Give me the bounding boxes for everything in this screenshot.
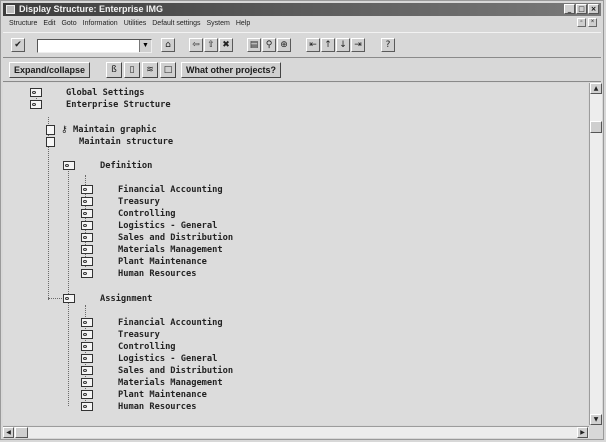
- title-bar: [3, 3, 601, 16]
- tree-node-assignment-treasury[interactable]: Treasury: [81, 329, 160, 340]
- scroll-thumb[interactable]: [590, 121, 602, 133]
- menu-information[interactable]: Information: [82, 20, 118, 27]
- note-icon[interactable]: □: [160, 62, 176, 78]
- first-page-icon[interactable]: ⇤: [306, 38, 320, 52]
- folder-icon: [81, 197, 93, 206]
- folder-icon: [81, 185, 93, 194]
- menu-edit[interactable]: Edit: [43, 20, 56, 27]
- folder-icon: [81, 342, 93, 351]
- folder-icon: [63, 161, 75, 170]
- folder-icon: [81, 330, 93, 339]
- minimize-button[interactable]: _: [564, 4, 575, 14]
- folder-icon: [30, 88, 42, 97]
- print-icon[interactable]: ▤: [247, 38, 261, 52]
- tree-node-assignment-controlling[interactable]: Controlling: [81, 341, 176, 352]
- folder-icon: [81, 378, 93, 387]
- menu-structure[interactable]: Structure: [9, 20, 38, 27]
- menu-bar: [3, 17, 601, 30]
- menu-system[interactable]: System: [206, 20, 230, 27]
- close-button[interactable]: ×: [588, 4, 599, 14]
- menu-utilities[interactable]: Utilities: [123, 20, 147, 27]
- tree-node-definition-materials-management[interactable]: Materials Management: [81, 244, 223, 255]
- tree-node-assignment-sales-distribution[interactable]: Sales and Distribution: [81, 365, 233, 376]
- tree-node-definition-plant-maintenance[interactable]: Plant Maintenance: [81, 256, 207, 267]
- tree-node-assignment-plant-maintenance[interactable]: Plant Maintenance: [81, 389, 207, 400]
- horizontal-scrollbar[interactable]: [3, 426, 589, 438]
- tree-node-definition-logistics-general[interactable]: Logistics - General: [81, 220, 217, 231]
- maximize-button[interactable]: □: [576, 4, 587, 14]
- folder-icon: [81, 366, 93, 375]
- folder-icon: [81, 233, 93, 242]
- tree-node-assignment-materials-management[interactable]: Materials Management: [81, 377, 223, 388]
- tree-node-assignment-logistics-general[interactable]: Logistics - General: [81, 353, 217, 364]
- tree-node-global-settings[interactable]: Global Settings: [30, 87, 144, 98]
- tree-node-definition[interactable]: Definition: [63, 160, 152, 171]
- tree-node-definition-controlling[interactable]: Controlling: [81, 208, 176, 219]
- structure-tree: [3, 83, 588, 425]
- vertical-scrollbar[interactable]: [589, 83, 602, 425]
- previous-page-icon[interactable]: ↑: [321, 38, 335, 52]
- restore-icon[interactable]: ▫: [577, 18, 586, 27]
- document-icon: [46, 137, 55, 147]
- folder-icon: [81, 318, 93, 327]
- folder-icon: [81, 257, 93, 266]
- help-icon[interactable]: ?: [381, 38, 395, 52]
- folder-icon: [81, 390, 93, 399]
- user-icon[interactable]: ß: [106, 62, 122, 78]
- chevron-down-icon[interactable]: ▼: [139, 40, 151, 52]
- scroll-down-icon[interactable]: ▼: [590, 414, 602, 425]
- folder-icon: [63, 294, 75, 303]
- scroll-right-icon[interactable]: ▶: [577, 427, 588, 438]
- tree-node-definition-human-resources[interactable]: Human Resources: [81, 268, 196, 279]
- tree-node-definition-financial-accounting[interactable]: Financial Accounting: [81, 184, 223, 195]
- menu-window-controls: [577, 18, 597, 27]
- release-notes-icon[interactable]: ≋: [142, 62, 158, 78]
- window-title: Display Structure: Enterprise IMG: [19, 4, 164, 14]
- exit-icon[interactable]: ⇧: [204, 38, 218, 52]
- folder-icon: [81, 402, 93, 411]
- tree-node-enterprise-structure[interactable]: Enterprise Structure: [30, 99, 171, 110]
- tree-node-maintain-structure[interactable]: Maintain structure: [46, 136, 173, 147]
- save-icon[interactable]: ⌂: [161, 38, 175, 52]
- cancel-icon[interactable]: ✖: [219, 38, 233, 52]
- folder-icon: [81, 354, 93, 363]
- document-icon[interactable]: ▯: [124, 62, 140, 78]
- last-page-icon[interactable]: ⇥: [351, 38, 365, 52]
- next-page-icon[interactable]: ↓: [336, 38, 350, 52]
- window-controls: [564, 4, 599, 15]
- close-icon[interactable]: ×: [588, 18, 597, 27]
- expand-collapse-button[interactable]: Expand/collapse: [9, 62, 90, 78]
- menu-help[interactable]: Help: [235, 20, 251, 27]
- scroll-up-icon[interactable]: ▲: [590, 83, 602, 94]
- folder-icon: [30, 100, 42, 109]
- tree-node-maintain-graphic[interactable]: ⚷ Maintain graphic: [46, 124, 157, 135]
- application-toolbar: [3, 60, 601, 82]
- tree-node-definition-sales-distribution[interactable]: Sales and Distribution: [81, 232, 233, 243]
- back-icon[interactable]: ⇦: [189, 38, 203, 52]
- menu-goto[interactable]: Goto: [61, 20, 77, 27]
- tree-node-definition-treasury[interactable]: Treasury: [81, 196, 160, 207]
- tree-node-assignment[interactable]: Assignment: [63, 293, 152, 304]
- horizontal-scroll-thumb[interactable]: [15, 427, 28, 438]
- system-menu-icon[interactable]: [6, 5, 15, 14]
- tree-node-assignment-human-resources[interactable]: Human Resources: [81, 401, 196, 412]
- check-icon[interactable]: ✔: [11, 38, 25, 52]
- folder-icon: [81, 269, 93, 278]
- find-icon[interactable]: ⚲: [262, 38, 276, 52]
- tree-connector: [68, 163, 69, 406]
- tree-node-assignment-financial-accounting[interactable]: Financial Accounting: [81, 317, 223, 328]
- folder-icon: [81, 209, 93, 218]
- menu-default-settings[interactable]: Default settings: [152, 20, 201, 27]
- find-next-icon[interactable]: ⊕: [277, 38, 291, 52]
- command-field[interactable]: [37, 39, 152, 53]
- standard-toolbar: [3, 32, 601, 58]
- folder-icon: [81, 245, 93, 254]
- folder-icon: [81, 221, 93, 230]
- document-icon: [46, 125, 55, 135]
- scroll-left-icon[interactable]: ◀: [3, 427, 14, 438]
- execute-icon[interactable]: ⚷: [61, 124, 68, 135]
- what-other-projects-button[interactable]: What other projects?: [181, 62, 281, 78]
